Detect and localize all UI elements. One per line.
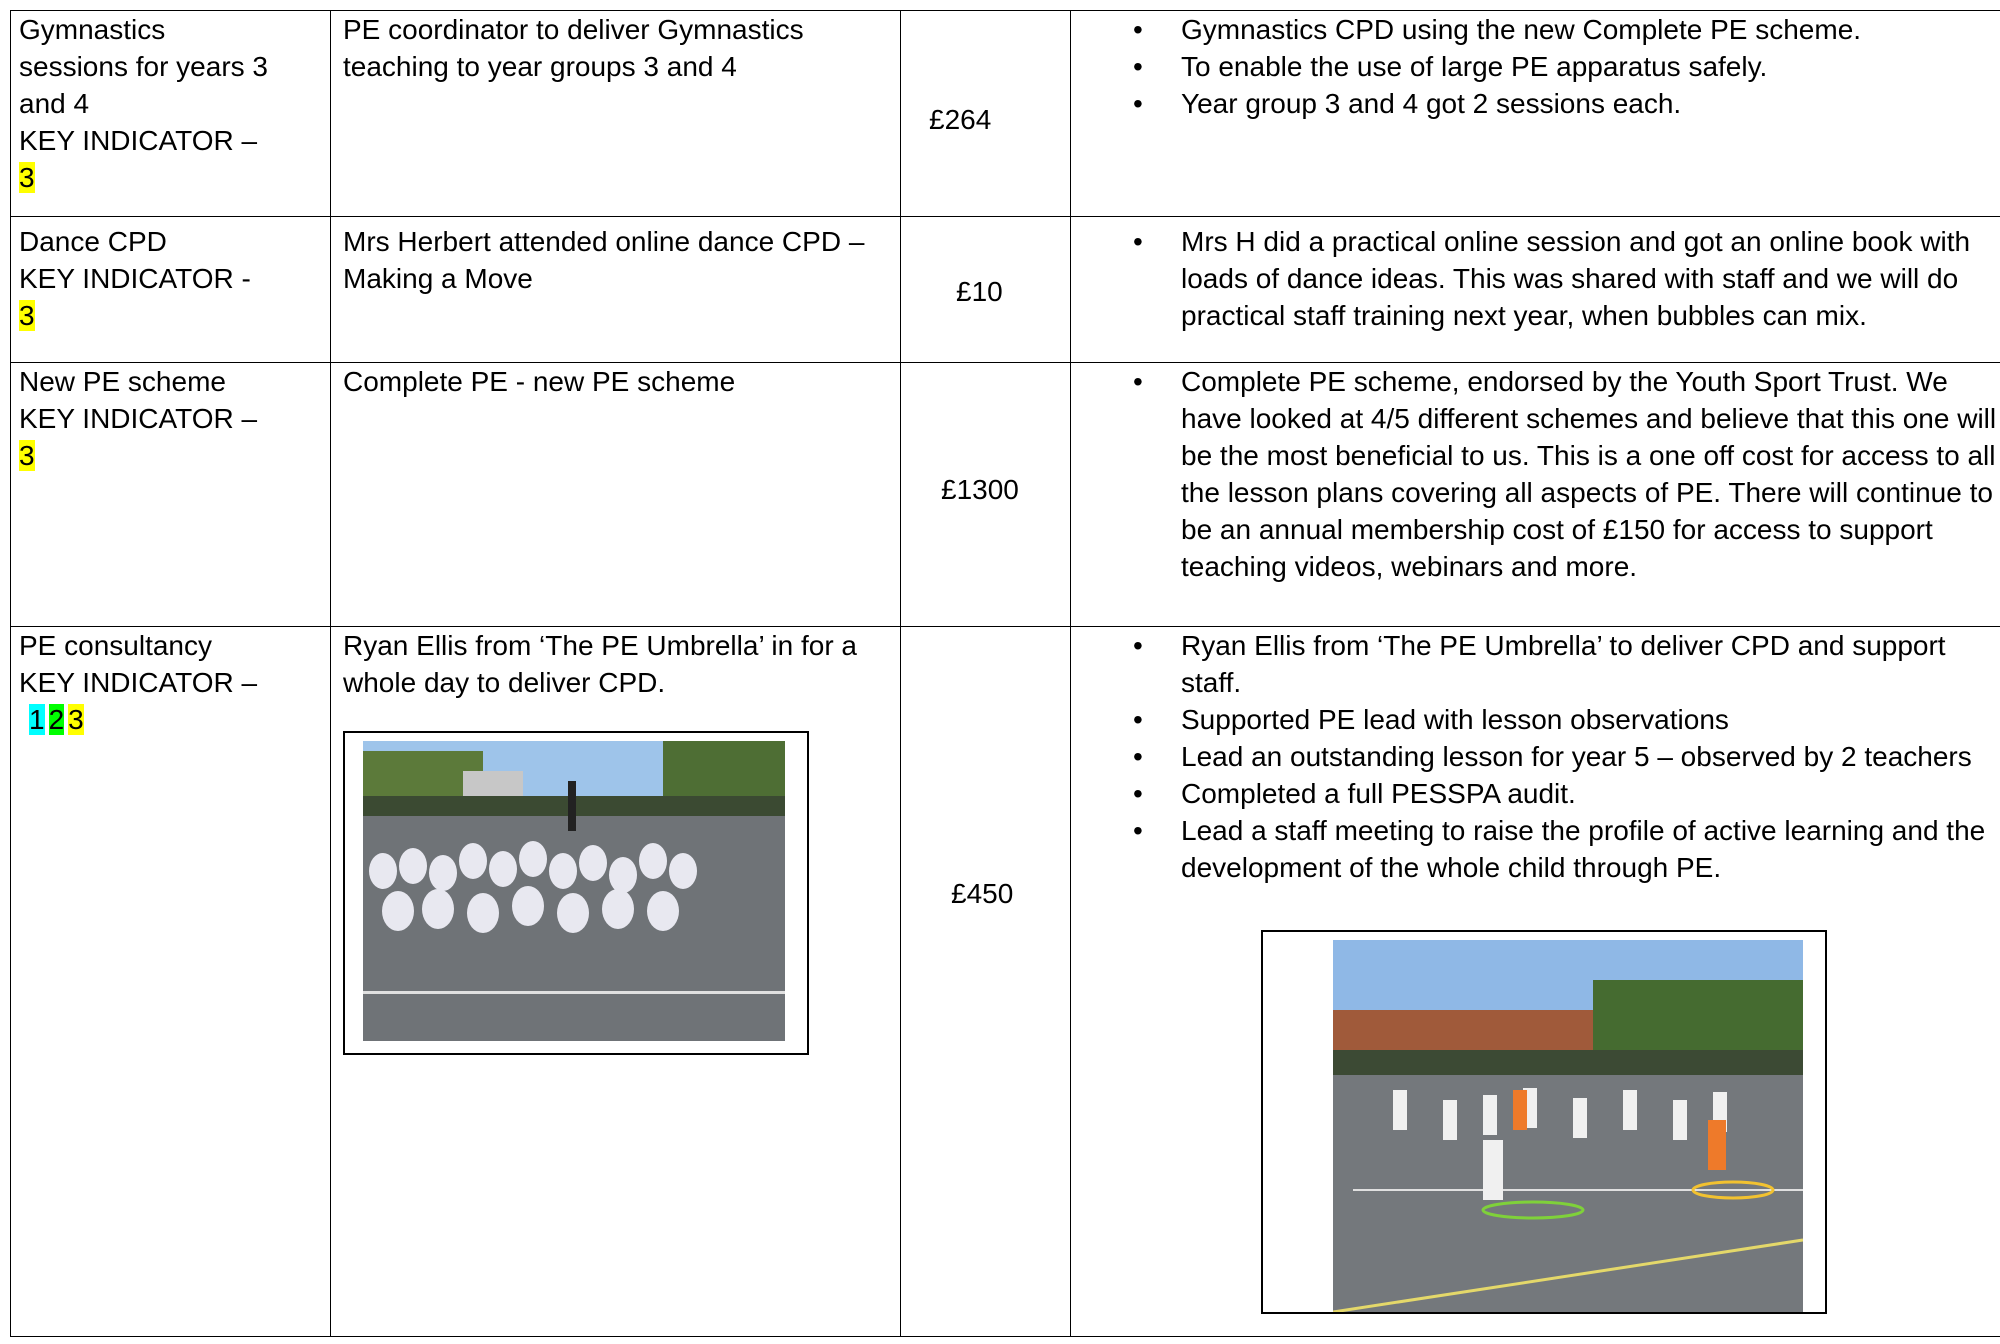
- pe-funding-table: [10, 10, 2000, 1337]
- impact-cell: [1071, 217, 2000, 363]
- key-indicator-2: 2: [48, 704, 65, 735]
- action-cell: PE consultancy KEY INDICATOR – 1 2 3: [11, 627, 331, 1337]
- key-indicator-1: 1: [29, 704, 45, 735]
- list-item: • Lead a staff meeting to raise the profile of active learning and the development of the whole child through PE.: [1181, 812, 2000, 886]
- photo-basketball-lesson: [1333, 940, 1803, 1312]
- description-cell: [331, 217, 901, 363]
- photo-frame-basketball-lesson: [1261, 930, 1827, 1314]
- table-row: [11, 363, 2000, 627]
- photo-seated-pupils: [363, 741, 785, 1041]
- cost-cell: [901, 363, 1071, 627]
- action-text: Gymnastics sessions for years 3 and 4 KEY INDICATOR – 3: [19, 14, 268, 193]
- list-item: • Completed a full PESSPA audit.: [1181, 775, 2000, 812]
- description-cell: [331, 627, 901, 1337]
- list-item: • Ryan Ellis from ‘The PE Umbrella’ to deliver CPD and support staff.: [1181, 627, 2000, 701]
- list-item: • Gymnastics CPD using the new Complete PE scheme.: [1181, 11, 2000, 48]
- cost-value: £264: [929, 104, 992, 135]
- photo-frame-seated-pupils: [343, 731, 809, 1055]
- list-item: • Complete PE scheme, endorsed by the Youth Sport Trust. We have looked at 4/5 different schemes and believe that this one will be the most beneficial to us. This is a one off cost for access to all the lesson plans covering all aspects of PE. There will continue to be an annual membership cost of £150 for access to support teaching videos, webinars and more.: [1181, 363, 2000, 585]
- impact-list: [1071, 363, 2000, 585]
- cost-value: £1300: [941, 474, 1019, 505]
- list-item: • Mrs H did a practical online session and got an online book with loads of dance ideas. This was shared with staff and we will do practical staff training next year, when bubbles can mix.: [1181, 223, 2000, 334]
- table-row: [11, 217, 2000, 363]
- impact-list: [1071, 11, 2000, 122]
- table-row: [11, 11, 2000, 217]
- action-cell: [11, 11, 331, 217]
- impact-cell: [1071, 627, 2000, 1337]
- cost-cell: [901, 217, 1071, 363]
- list-item: • Year group 3 and 4 got 2 sessions each.: [1181, 85, 2000, 122]
- key-indicator-3: 3: [19, 300, 35, 331]
- list-item: • To enable the use of large PE apparatus safely.: [1181, 48, 2000, 85]
- description-text: Complete PE - new PE scheme: [343, 366, 736, 397]
- impact-list: [1071, 627, 2000, 886]
- key-indicator-3: 3: [19, 440, 35, 471]
- list-item: • Lead an outstanding lesson for year 5 – observed by 2 teachers: [1181, 738, 2000, 775]
- description-cell: [331, 11, 901, 217]
- table-row: [11, 627, 2000, 1337]
- key-indicator-3: 3: [68, 704, 84, 735]
- description-text: PE coordinator to deliver Gymnastics teaching to year groups 3 and 4: [343, 14, 804, 82]
- action-cell: New PE scheme KEY INDICATOR – 3: [11, 363, 331, 627]
- impact-cell: [1071, 363, 2000, 627]
- action-cell: Dance CPD KEY INDICATOR - 3: [11, 217, 331, 363]
- description-text: Ryan Ellis from ‘The PE Umbrella’ in for a whole day to deliver CPD.: [343, 630, 858, 698]
- list-item: • Supported PE lead with lesson observations: [1181, 701, 2000, 738]
- description-text: Mrs Herbert attended online dance CPD – Making a Move: [343, 226, 865, 294]
- impact-cell: [1071, 11, 2000, 217]
- cost-value: £10: [956, 276, 1003, 307]
- cost-cell: [901, 11, 1071, 217]
- description-cell: [331, 363, 901, 627]
- key-indicator-3: 3: [19, 162, 35, 193]
- cost-cell: [901, 627, 1071, 1337]
- cost-value: £450: [951, 878, 1014, 909]
- impact-list: [1071, 217, 2000, 334]
